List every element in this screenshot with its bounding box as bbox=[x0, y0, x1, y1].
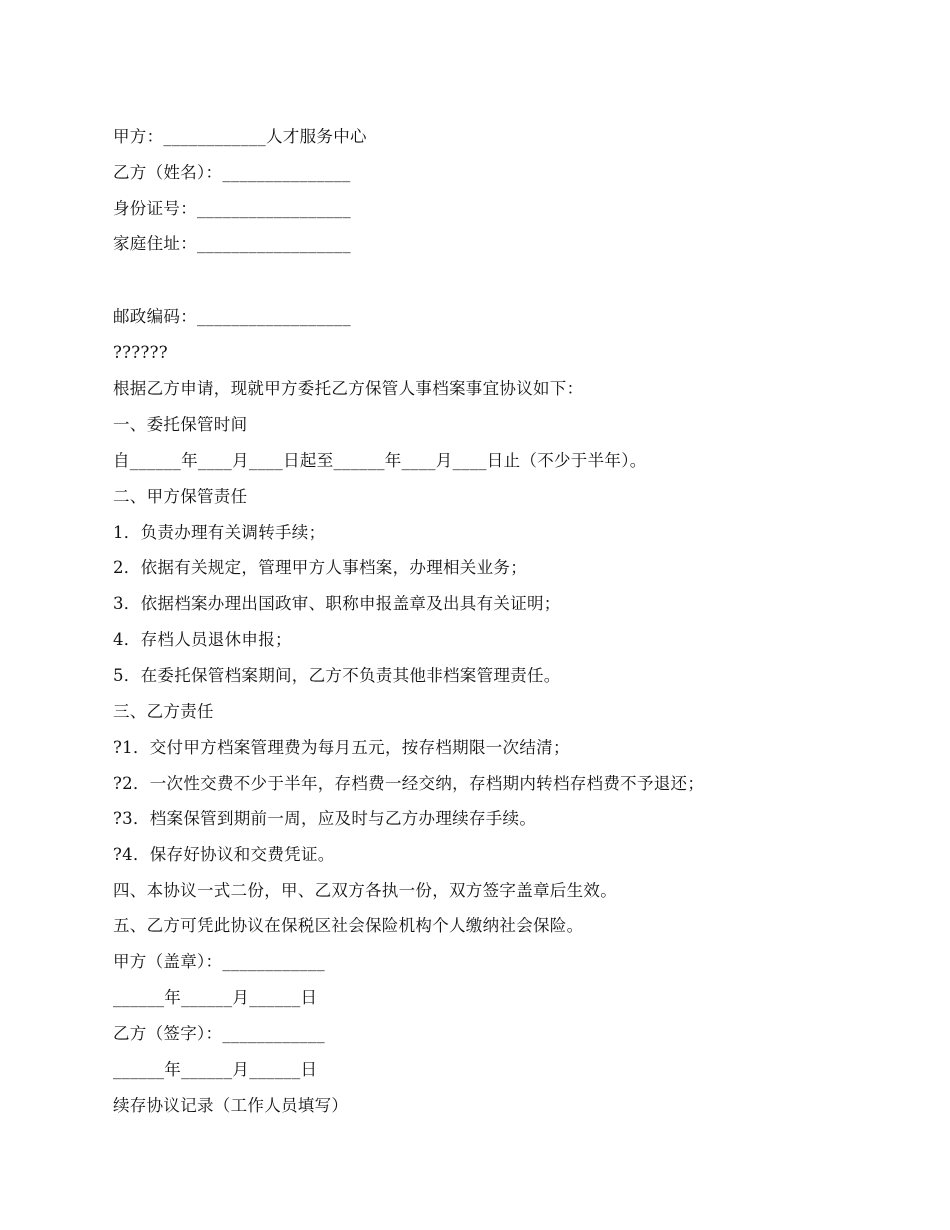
section2-item: 2．依据有关规定，管理甲方人事档案，办理相关业务； bbox=[113, 558, 527, 577]
section2-item: 5．在委托保管档案期间，乙方不负责其他非档案管理责任。 bbox=[113, 666, 561, 685]
section3-item: ?3．档案保管到期前一周，应及时与乙方办理续存手续。 bbox=[113, 809, 537, 828]
section2-item: 1．负责办理有关调转手续； bbox=[113, 523, 326, 542]
renewal-record-heading: 续存协议记录（工作人员填写） bbox=[113, 1096, 349, 1115]
postal-code-line: 邮政编码：__________________ bbox=[113, 307, 351, 326]
section3-title: 三、乙方责任 bbox=[113, 702, 214, 721]
section4-clause: 四、本协议一式二份，甲、乙双方各执一份，双方签字盖章后生效。 bbox=[113, 881, 617, 900]
party-b-signature-line: 乙方（签字）：____________ bbox=[113, 1024, 325, 1043]
section3-item: ?2．一次性交费不少于半年，存档费一经交纳，存档期内转档存档费不予退还； bbox=[113, 774, 705, 793]
section2-item: 3．依据档案办理出国政审、职称申报盖章及出具有关证明； bbox=[113, 594, 561, 613]
home-address-line: 家庭住址：__________________ bbox=[113, 234, 351, 253]
intro-paragraph: 根据乙方申请，现就甲方委托乙方保管人事档案事宜协议如下： bbox=[113, 379, 584, 398]
section2-title: 二、甲方保管责任 bbox=[113, 487, 248, 506]
section2-item: 4．存档人员退休申报； bbox=[113, 630, 292, 649]
party-b-name-line: 乙方（姓名）：_______________ bbox=[113, 163, 351, 182]
party-b-date-line: ______年______月______日 bbox=[113, 1060, 318, 1079]
section3-item: ?4．保存好协议和交费凭证。 bbox=[113, 845, 335, 864]
party-a-date-line: ______年______月______日 bbox=[113, 988, 318, 1007]
party-a-seal-line: 甲方（盖章）：____________ bbox=[113, 952, 325, 971]
id-number-line: 身份证号：__________________ bbox=[113, 199, 351, 218]
section5-clause: 五、乙方可凭此协议在保税区社会保险机构个人缴纳社会保险。 bbox=[113, 916, 584, 935]
placeholder-marks: ?????? bbox=[113, 343, 168, 362]
section1-title: 一、委托保管时间 bbox=[113, 415, 248, 434]
section3-item: ?1．交付甲方档案管理费为每月五元，按存档期限一次结清； bbox=[113, 738, 570, 757]
section1-period: 自______年____月____日起至______年____月____日止（不少于半年）。 bbox=[113, 451, 647, 470]
party-a-line: 甲方：____________人才服务中心 bbox=[113, 127, 367, 146]
